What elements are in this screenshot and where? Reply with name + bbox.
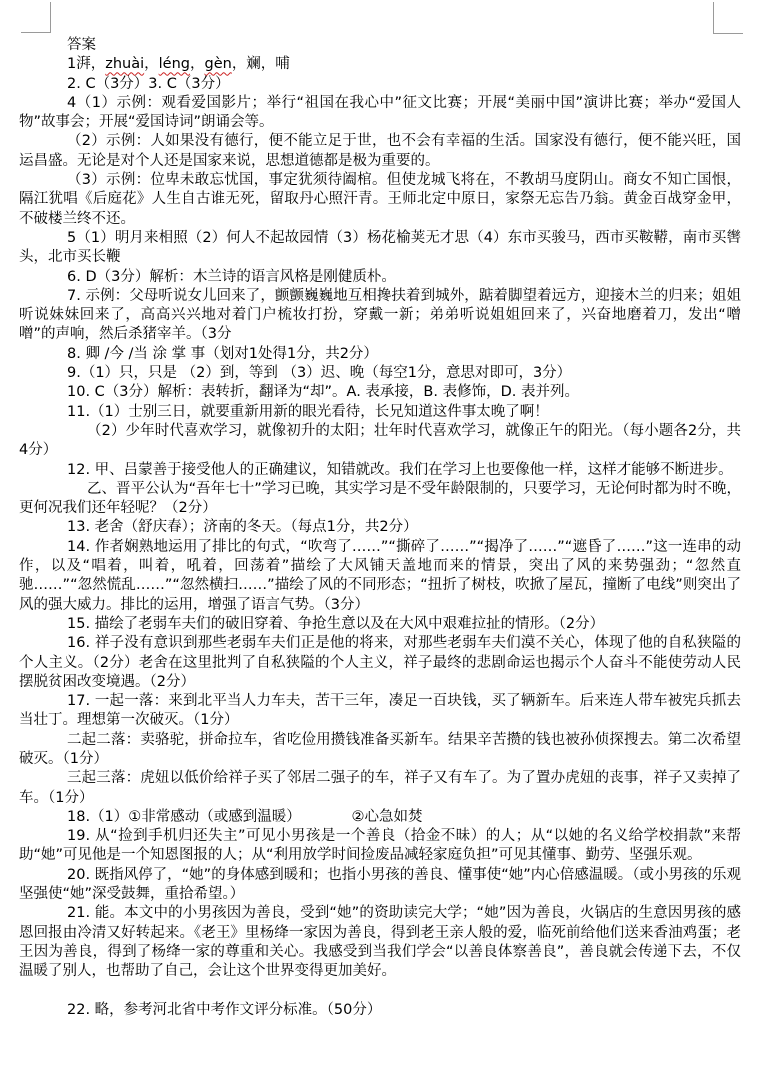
text-run: 二起二落：卖骆驼，拼命拉车，省吃俭用攒钱准备买新车。结果辛苦攒的钱也被孙侦探搜去。第二次希望破灭。（1分） xyxy=(19,731,741,767)
paragraph[interactable] xyxy=(19,364,741,383)
text-run: 18.（1）①非常感动（或感到温暖） ②心急如焚 xyxy=(67,808,423,825)
text-run: ，斓，哺 xyxy=(231,56,290,73)
text-run: 9.（1）只，只是 （2）到，等到 （3）迟、晚（每空1分，意思对即可，3分） xyxy=(67,365,572,382)
text-boundary-mark-top-left xyxy=(21,2,51,33)
paragraph[interactable] xyxy=(19,287,741,345)
text-run: 4（1）示例：观看爱国影片；举行“祖国在我心中”征文比赛；开展“美丽中国”演讲比赛；举办“爱国人物”故事会；开展“爱国诗词”朗诵会等。 xyxy=(19,94,741,131)
text-run: 22. 略，参考河北省中考作文评分标准。（50分） xyxy=(67,1001,382,1018)
text-run: ， xyxy=(144,56,159,73)
text-run: （2）示例：人如果没有德行，便不能立足于世，也不会有幸福的生活。国家没有德行，便不能兴旺，国运昌盛。无论是对个人还是国家来说，思想道德都是极为重要的。 xyxy=(19,133,741,169)
paragraph[interactable] xyxy=(19,403,741,422)
text-run: 14. 作者娴熟地运用了排比的句式，“吹弯了……”“撕碎了……”“揭净了……”“遮昏了……”这一连串的动作，以及“唱着，叫着，吼着，回荡着”描绘了大风铺天盖地而来的情景，突出了风的来势强劲；“忽然直驰……”“忽然慌乱……”“忽然横扫……”描绘了风的不同形态；“扭折了树枝，吹掀了屋瓦，撞断了电线”则突出了风的强大威力。排比的运用，增强了语言气势。（3分） xyxy=(19,538,741,613)
paragraph[interactable] xyxy=(19,422,741,461)
text-run: 12. 甲、吕蒙善于接受他人的正确建议，知错就改。我们在学习上也要像他一样，这样才能够不断进步。 xyxy=(67,461,733,478)
text-run: 答案 xyxy=(67,37,96,53)
paragraph[interactable] xyxy=(19,769,741,808)
text-run: 21. 能。本文中的小男孩因为善良，受到“她”的资助读完大学；“她”因为善良，火锅店的生意因男孩的感恩回报由冷清又好转起来。《老王》里杨绛一家因为善良，得到老王亲人般的爱，临死前给他们送来香油鸡蛋；老王因为善良，得到了杨绛一家的尊重和关心。我感受到当我们学会“以善良体察善良”，善良就会传递下去，不仅温暖了别人，也帮助了自己，会让这个世界变得更加美好。 xyxy=(19,905,741,980)
spellcheck-flagged-word: léng xyxy=(158,56,190,73)
text-run: 三起三落：虎妞以低价给祥子买了邻居二强子的车，祥子又有车了。为了置办虎妞的丧事，祥子又卖掉了车。（1分） xyxy=(19,770,741,806)
text-run: 乙、晋平公认为“吾年七十”学习已晚，其实学习是不受年龄限制的，只要学习，无论何时都为时不晚，更何况我们还年轻呢？（2分） xyxy=(19,480,741,517)
text-run: 5（1）明月来相照（2）何人不起故园情（3）杨花榆荚无才思（4）东市买骏马，西市买鞍鞯，南市买辔头，北市买长鞭 xyxy=(19,229,741,266)
spellcheck-flagged-word: gèn xyxy=(204,56,232,73)
paragraph[interactable] xyxy=(19,692,741,731)
paragraph[interactable] xyxy=(19,461,741,480)
paragraph[interactable] xyxy=(19,904,741,981)
paragraph[interactable] xyxy=(19,615,741,634)
paragraph[interactable] xyxy=(19,171,741,229)
text-run: 19. 从“捡到手机归还失主”可见小男孩是一个善良（拾金不昧）的人；从“以她的名义给学校捐款”来帮助“她”可见他是一个知恩图报的人；从“利用放学时间捡废品减轻家庭负担”可见其懂事、勤劳、坚强乐观。 xyxy=(19,828,741,864)
blank-line xyxy=(19,982,741,1001)
paragraph[interactable] xyxy=(19,634,741,692)
text-run: 13. 老舍（舒庆春）；济南的冬天。（每点1分，共2分） xyxy=(67,519,418,536)
text-run: 15. 描绘了老弱车夫们的破旧穿着、争抢生意以及在大风中艰难拉扯的情形。（2分） xyxy=(67,615,605,632)
text-run: 16. 祥子没有意识到那些老弱车夫们正是他的将来，对那些老弱车夫们漠不关心，体现了他的自私狭隘的个人主义。（2分）老舍在这里批判了自私狭隘的个人主义，祥子最终的悲剧命运也揭示个人奋斗不能使劳动人民摆脱贫困改变境遇。（2分） xyxy=(19,635,741,690)
paragraph[interactable] xyxy=(19,480,741,519)
paragraph[interactable] xyxy=(19,268,741,287)
paragraph[interactable] xyxy=(19,75,741,94)
paragraph[interactable] xyxy=(19,731,741,770)
paragraph[interactable] xyxy=(19,345,741,364)
paragraph[interactable] xyxy=(19,229,741,268)
text-run: （3）示例：位卑未敢忘忧国，事定犹须待阖棺。但使龙城飞将在，不教胡马度阴山。商女不知亡国恨，隔江犹唱《后庭花》人生自古谁无死，留取丹心照汗青。王师北定中原日，家祭无忘告乃翁。黄金百战穿金甲，不破楼兰终不还。 xyxy=(19,172,741,227)
paragraph[interactable] xyxy=(19,866,741,905)
paragraph[interactable] xyxy=(19,538,741,615)
paragraph[interactable] xyxy=(19,94,741,133)
text-run: 7. 示例：父母听说女儿回来了，颤颤巍巍地互相搀扶着到城外，踮着脚望着远方，迎接木兰的归来；姐姐听说妹妹回来了，高高兴兴地对着门户梳妆打扮，穿戴一新；弟弟听说姐姐回来了，兴奋地磨着刀，发出“噌噌”的声响，然后杀猪宰羊。（3分 xyxy=(19,287,741,343)
text-run: （2）少年时代喜欢学习，就像初升的太阳；壮年时代喜欢学习，就像正午的阳光。（每小题各2分，共4分） xyxy=(19,422,741,459)
paragraph[interactable] xyxy=(19,383,741,402)
text-run: 2. C（3分）3. C（3分） xyxy=(67,75,230,92)
text-run: 8. 卿 /今 /当 涂 掌 事（划对1处得1分，共2分） xyxy=(67,345,378,362)
paragraph[interactable] xyxy=(19,55,741,74)
text-boundary-mark-top-right xyxy=(713,2,743,34)
paragraph[interactable] xyxy=(19,808,741,827)
text-run: ， xyxy=(189,56,205,73)
paragraph[interactable] xyxy=(19,36,741,55)
text-run: 11.（1）士别三日，就要重新用新的眼光看待，长兄知道这件事太晚了啊！ xyxy=(67,403,549,420)
paragraph[interactable] xyxy=(19,132,741,171)
text-run: 17. 一起一落：来到北平当人力车夫，苦干三年，凑足一百块钱，买了辆新车。后来连人带车被宪兵抓去当壮丁。理想第一次破灭。（1分） xyxy=(19,693,741,729)
text-run: 20. 既指风停了，“她”的身体感到暖和；也指小男孩的善良、懂事使“她”内心倍感温暖。（或小男孩的乐观坚强使“她”深受鼓舞，重拾希望。） xyxy=(19,866,741,903)
document-body[interactable] xyxy=(19,36,741,1020)
spellcheck-flagged-word: zhuài xyxy=(105,56,145,73)
text-run: 1湃， xyxy=(67,56,106,73)
paragraph[interactable] xyxy=(19,518,741,537)
text-run: 10. C（3分）解析：表转折，翻译为“却”。A. 表承接，B. 表修饰，D. 表并列。 xyxy=(67,384,579,401)
paragraph[interactable] xyxy=(19,827,741,866)
paragraph[interactable] xyxy=(19,1001,741,1020)
text-run: 6. D（3分）解析：木兰诗的语言风格是刚健质朴。 xyxy=(67,268,396,285)
